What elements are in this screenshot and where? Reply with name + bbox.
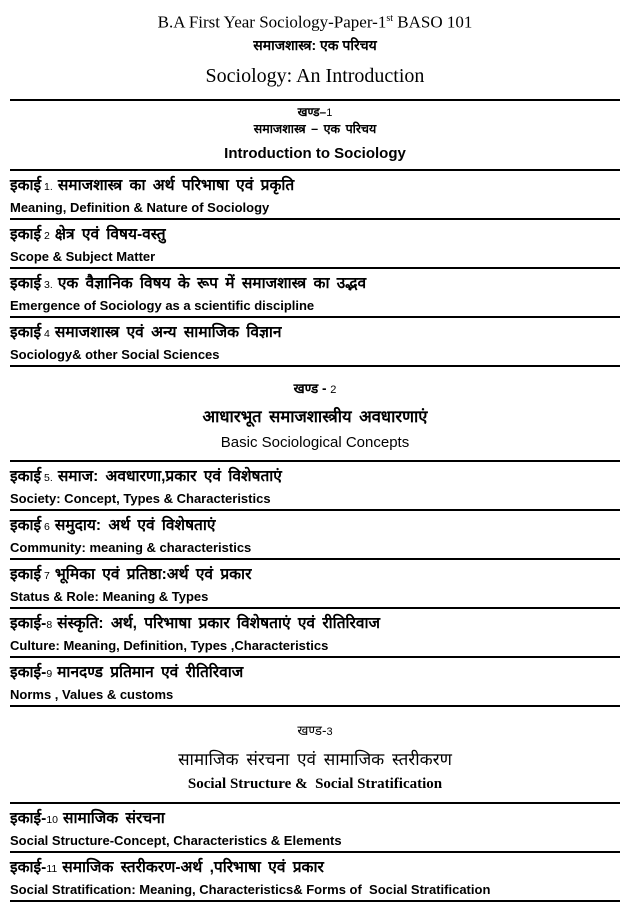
section-3-kand-number: 3 — [326, 725, 333, 738]
page-title-tail: BASO 101 — [393, 12, 473, 32]
unit-10-word: इकाई- — [10, 809, 47, 827]
unit-9-number: 9 — [46, 667, 53, 680]
unit-11-word: इकाई- — [10, 858, 47, 876]
unit-1-number: 1. — [41, 180, 53, 193]
unit-6-number: 6 — [41, 520, 50, 533]
unit-7-text-hindi: भूमिका एवं प्रतिष्ठा:अर्थ एवं प्रकार — [54, 565, 252, 583]
unit-7-title-english: Status & Role: Meaning & Types — [10, 588, 209, 604]
subtitle-english: Sociology: An Introduction — [205, 64, 425, 87]
unit-5-text-hindi: समाज: अवधारणा,प्रकार एवं विशेषताएं — [57, 467, 282, 485]
unit-row-1 — [10, 171, 620, 220]
section-1-kand-word: खण्ड– — [297, 104, 327, 119]
unit-10-title-english: Social Structure-Concept, Characteristics & Elements — [10, 832, 342, 848]
unit-10-title-hindi — [10, 809, 620, 830]
page-title — [10, 8, 620, 34]
unit-4-word: इकाई — [10, 323, 42, 341]
unit-row-10 — [10, 804, 620, 853]
unit-8-title-hindi — [10, 614, 620, 635]
unit-9-text-hindi: मानदण्ड प्रतिमान एवं रीतिरिवाज — [57, 663, 244, 681]
section-3-kand-label — [10, 722, 620, 741]
unit-9-title-hindi — [10, 663, 620, 684]
unit-2-number: 2 — [41, 229, 50, 242]
unit-2-text-hindi: क्षेत्र एवं विषय-वस्तु — [54, 225, 166, 243]
unit-row-7 — [10, 560, 620, 609]
section-3-header — [10, 707, 620, 802]
section-2-kand-word: खण्ड - — [293, 380, 331, 396]
unit-1-title-english: Meaning, Definition & Nature of Sociology — [10, 199, 270, 215]
unit-10-number: 10 — [46, 813, 58, 826]
unit-4-text-hindi: समाजशास्त्र एवं अन्य सामाजिक विज्ञान — [54, 323, 282, 341]
unit-5-title-english: Society: Concept, Types & Characteristics — [10, 490, 271, 506]
unit-3-word: इकाई — [10, 274, 42, 292]
unit-row-5 — [10, 462, 620, 511]
unit-3-number: 3. — [41, 278, 53, 291]
unit-4-number: 4 — [41, 327, 50, 340]
unit-6-word: इकाई — [10, 516, 42, 534]
unit-7-number: 7 — [41, 569, 50, 582]
unit-10-text-hindi: सामाजिक संरचना — [63, 809, 165, 827]
section-3-kand-word: खण्ड- — [297, 722, 327, 738]
section-1-heading-english: Introduction to Sociology — [224, 144, 406, 162]
unit-11-number: 11 — [46, 862, 58, 875]
section-1-kand-number: 1 — [326, 106, 333, 119]
unit-1-title-hindi — [10, 176, 620, 197]
unit-2-title-hindi — [10, 225, 620, 246]
unit-8-word: इकाई- — [10, 614, 47, 632]
unit-row-2 — [10, 220, 620, 269]
page-title-superscript: st — [386, 13, 393, 24]
unit-6-title-hindi — [10, 516, 620, 537]
unit-row-8 — [10, 609, 620, 658]
section-2-heading-hindi: आधारभूत समाजशास्त्रीय अवधारणाएं — [202, 407, 428, 426]
unit-3-text-hindi: एक वैज्ञानिक विषय के रूप में समाजशास्त्र का उद्भव — [57, 274, 367, 292]
unit-6-text-hindi: समुदाय: अर्थ एवं विशेषताएं — [54, 516, 216, 534]
unit-row-4 — [10, 318, 620, 367]
unit-9-title-english: Norms , Values & customs — [10, 686, 174, 702]
section-2-unit-list — [10, 460, 620, 707]
section-1-heading-hindi: समाजशास्त्र – एक परिचय — [253, 121, 377, 136]
section-2-kand-number: 2 — [330, 383, 337, 396]
unit-row-9 — [10, 658, 620, 707]
unit-row-6 — [10, 511, 620, 560]
subtitle-hindi: समाजशास्त्र: एक परिचय — [253, 36, 377, 53]
unit-7-word: इकाई — [10, 565, 42, 583]
unit-row-11 — [10, 853, 620, 902]
section-3-heading-hindi: सामाजिक संरचना एवं सामाजिक स्तरीकरण — [178, 749, 452, 769]
unit-2-word: इकाई — [10, 225, 42, 243]
unit-5-word: इकाई — [10, 467, 42, 485]
section-3-unit-list — [10, 802, 620, 902]
unit-11-title-english: Social Stratification: Meaning, Characteristics& Forms of Social Stratification — [10, 881, 491, 897]
section-3-heading-english: Social Structure & Social Stratification — [187, 775, 443, 792]
unit-1-text-hindi: समाजशास्त्र का अर्थ परिभाषा एवं प्रकृति — [57, 176, 295, 194]
unit-5-title-hindi — [10, 467, 620, 488]
unit-2-title-english: Scope & Subject Matter — [10, 248, 156, 264]
unit-11-text-hindi: समाजिक स्तरीकरण-अर्थ ,परिभाषा एवं प्रकार — [62, 858, 324, 876]
section-2-kand-label — [10, 380, 620, 399]
unit-7-title-hindi — [10, 565, 620, 586]
unit-row-3 — [10, 269, 620, 318]
section-1-kand-label — [10, 105, 620, 121]
unit-8-text-hindi: संस्कृति: अर्थ, परिभाषा प्रकार विशेषताएं एवं रीतिरिवाज — [57, 614, 381, 632]
unit-5-number: 5. — [41, 471, 53, 484]
section-1-unit-list — [10, 171, 620, 367]
document-header — [10, 8, 620, 89]
unit-8-title-english: Culture: Meaning, Definition, Types ,Characteristics — [10, 637, 329, 653]
section-2-header — [10, 367, 620, 460]
section-1-header — [10, 99, 620, 171]
unit-1-word: इकाई — [10, 176, 42, 194]
unit-4-title-english: Sociology& other Social Sciences — [10, 346, 220, 362]
unit-3-title-hindi — [10, 274, 620, 295]
unit-8-number: 8 — [46, 618, 53, 631]
unit-11-title-hindi — [10, 858, 620, 879]
unit-4-title-hindi — [10, 323, 620, 344]
unit-6-title-english: Community: meaning & characteristics — [10, 539, 252, 555]
unit-9-word: इकाई- — [10, 663, 47, 681]
page-title-main: B.A First Year Sociology-Paper-1 — [157, 12, 387, 32]
section-2-heading-english: Basic Sociological Concepts — [220, 433, 410, 451]
unit-3-title-english: Emergence of Sociology as a scientific discipline — [10, 297, 315, 313]
